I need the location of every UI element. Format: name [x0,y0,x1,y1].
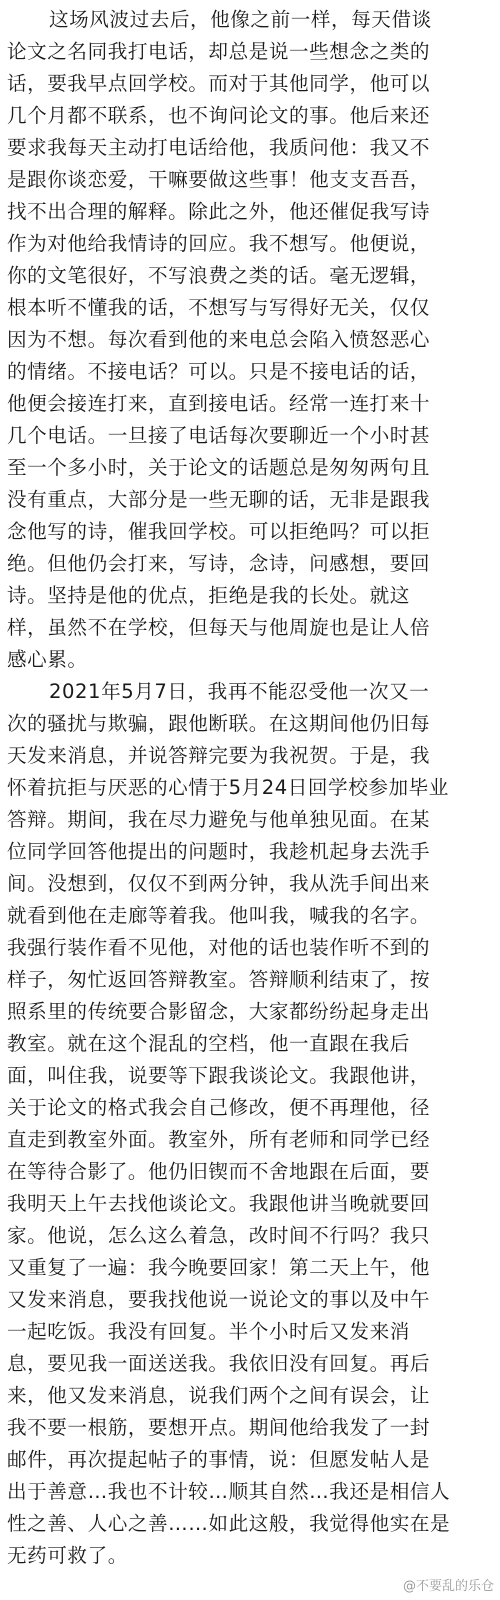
text-line: 又重复了一遍：我今晚要回家！第二天上午，他 [7,1256,431,1279]
text-line: 怀着抗拒与厌恶的心情于5月24日回学校参加毕业 [7,776,449,799]
text-line: 论文之名同我打电话，却总是说一些想念之类的 [7,40,431,63]
text-line: 几个月都不联系，也不询问论文的事。他后来还 [7,104,431,127]
text-line: 照系里的传统要合影留念，大家都纷纷起身走出 [7,1000,431,1023]
text-line: 我强行装作看不见他，对他的话也装作听不到的 [7,936,431,959]
text-line: 直走到教室外面。教室外，所有老师和同学已经 [7,1128,431,1151]
text-line: 诗。坚持是他的优点，拒绝是我的长处。就这 [7,584,410,607]
text-line: 教室。就在这个混乱的空档，他一直跟在我后 [7,1032,410,1055]
text-line: 感心累。 [7,648,88,671]
text-line: 天发来消息，并说答辩完要为我祝贺。于是，我 [7,744,431,767]
text-line: 是跟你谈恋爱，干嘛要做这些事！他支支吾吾， [7,168,431,191]
text-line: 作为对他给我情诗的回应。我不想写。他便说， [7,232,431,255]
text-line: 次的骚扰与欺骗，跟他断联。在这期间他仍旧每 [7,712,431,735]
text-line: 又发来消息，要我找他说一说论文的事以及中午 [7,1288,431,1311]
text-line: 你的文笔很好，不写浪费之类的话。毫无逻辑， [7,264,431,287]
text-line: 的情绪。不接电话？可以。只是不接电话的话， [7,360,431,383]
text-line: 位同学回答他提出的问题时，我趁机起身去洗手 [7,840,431,863]
text-line: 邮件，再次提起帖子的事情，说：但愿发帖人是 [7,1448,431,1471]
text-line: 绝。但他仍会打来，写诗，念诗，问感想，要回 [7,552,431,575]
text-line: 至一个多小时，关于论文的话题总是匆匆两句且 [7,456,431,479]
weibo-watermark: @不要乱的乐仓 [402,1579,494,1594]
text-line: 面，叫住我，说要等下跟我谈论文。我跟他讲， [7,1064,431,1087]
text-line: 就看到他在走廊等着我。他叫我，喊我的名字。 [7,904,431,927]
text-line: 2021年5月7日，我再不能忍受他一次又一 [49,680,430,703]
text-line: 样子，匆忙返回答辩教室。答辩顺利结束了，按 [7,968,431,991]
text-line: 答辩。期间，我在尽力避免与他单独见面。在某 [7,808,431,831]
text-line: 几个电话。一旦接了电话每次要聊近一个小时甚 [7,424,431,447]
text-line: 没有重点，大部分是一些无聊的话，无非是跟我 [7,488,431,511]
text-line: 要求我每天主动打电话给他，我质问他：我又不 [7,136,431,159]
text-line: 找不出合理的解释。除此之外，他还催促我写诗 [7,200,431,223]
text-line: 我明天上午去找他谈论文。我跟他讲当晚就要回 [7,1192,431,1215]
text-line: 来，他又发来消息，说我们两个之间有误会，让 [7,1384,431,1407]
text-line: 我不要一根筋，要想开点。期间他给我发了一封 [7,1416,431,1439]
text-line: 样，虽然不在学校，但每天与他周旋也是让人倍 [7,616,431,639]
text-line: 念他写的诗，催我回学校。可以拒绝吗？可以拒 [7,520,431,543]
text-line: 性之善、人心之善……如此这般，我觉得他实在是 [7,1512,451,1535]
text-line: 一起吃饭。我没有回复。半个小时后又发来消 [7,1320,410,1343]
text-line: 因为不想。每次看到他的来电总会陷入愤怒恶心 [7,328,431,351]
text-line: 在等待合影了。他仍旧锲而不舍地跟在后面，要 [7,1160,431,1183]
text-line: 息，要见我一面送送我。我依旧没有回复。再后 [7,1352,431,1375]
text-line: 出于善意…我也不计较…顺其自然…我还是相信人 [7,1480,451,1503]
text-line: 这场风波过去后，他像之前一样，每天借谈 [49,8,432,31]
text-line: 话，要我早点回学校。而对于其他同学，他可以 [7,72,431,95]
text-line: 根本听不懂我的话，不想写与写得好无关，仅仅 [7,296,431,319]
text-line: 他便会接连打来，直到接电话。经常一连打来十 [7,392,431,415]
text-line: 间。没想到，仅仅不到两分钟，我从洗手间出来 [7,872,431,895]
text-line: 无药可救了。 [7,1544,128,1567]
text-line: 家。他说，怎么这么着急，改时间不行吗？我只 [7,1224,431,1247]
text-line: 关于论文的格式我会自己修改，便不再理他，径 [7,1096,431,1119]
